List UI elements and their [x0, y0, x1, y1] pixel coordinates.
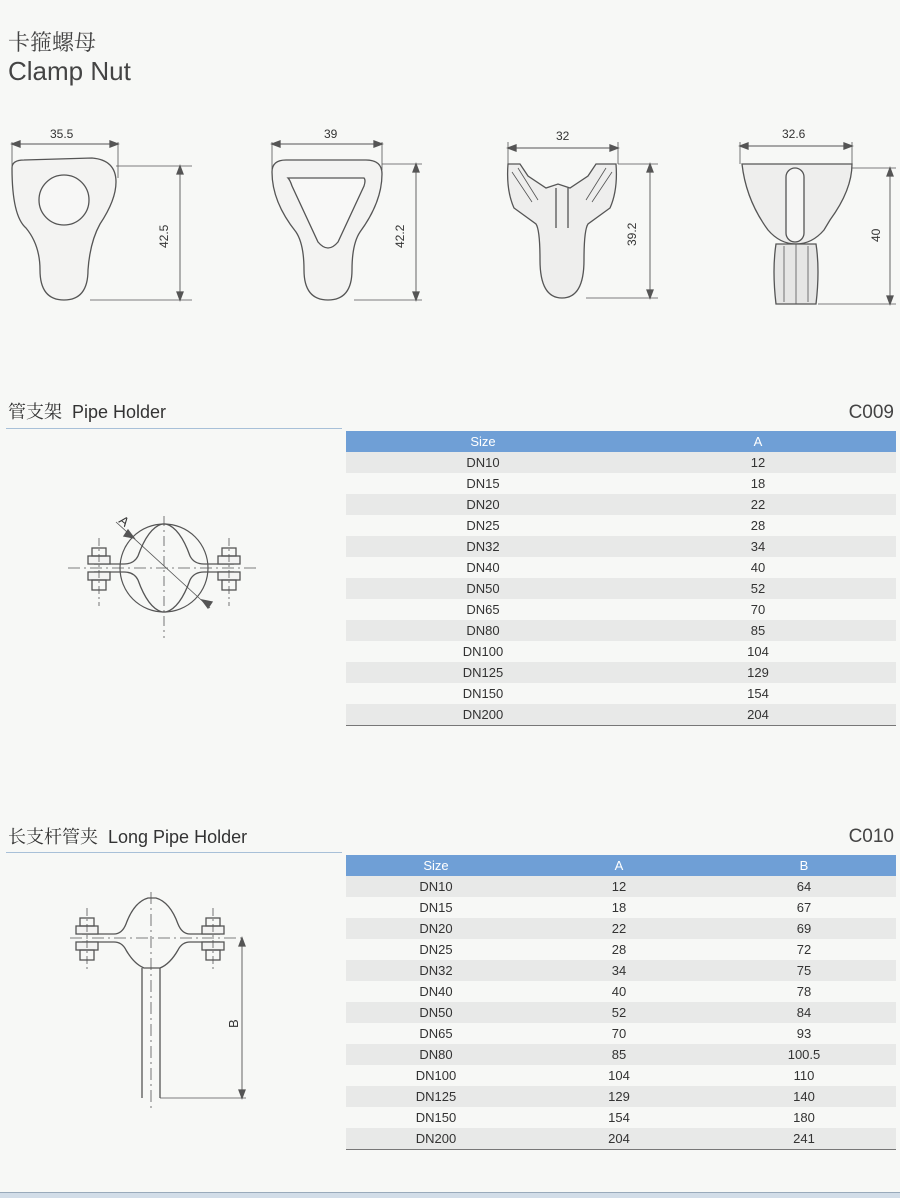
table-cell: 129: [608, 1089, 630, 1104]
table-cell: DN200: [462, 707, 504, 722]
table-cell: 93: [796, 1026, 812, 1041]
pipe-holder-divider: [6, 428, 342, 429]
table-cell: DN150: [415, 1110, 457, 1125]
table-cell: 22: [750, 497, 766, 512]
table-cell: DN10: [419, 879, 453, 894]
table-row: [346, 897, 896, 918]
table-row: [346, 620, 896, 641]
table-cell: DN25: [466, 518, 500, 533]
table-cell: 70: [750, 602, 766, 617]
long-pipe-holder-table-body: [346, 876, 896, 1150]
table-cell: DN65: [419, 1026, 453, 1041]
table-row: [346, 1044, 896, 1065]
table-cell: 154: [747, 686, 769, 701]
pipe-holder-label-a: A: [116, 512, 133, 530]
long-pipe-holder-divider: [6, 852, 342, 853]
table-cell: 69: [796, 921, 812, 936]
table-row: [346, 1065, 896, 1086]
table-cell: 34: [611, 963, 627, 978]
pipe-holder-code: C009: [848, 402, 894, 423]
table-cell: 22: [611, 921, 627, 936]
table-cell: DN200: [415, 1131, 457, 1146]
pipe-holder-heading: [8, 398, 166, 424]
pipe-holder-title-cn: 管支架: [8, 402, 62, 423]
table-row: [346, 1086, 896, 1107]
table-cell: 70: [611, 1026, 627, 1041]
table-row: [346, 557, 896, 578]
clamp-nut-figure-2: [262, 120, 432, 310]
table-cell: DN10: [466, 455, 500, 470]
table-cell: DN15: [466, 476, 500, 491]
pipe-holder-table-body: [346, 452, 896, 726]
table-row: [346, 918, 896, 939]
pipe-holder-table: [346, 431, 896, 726]
table-cell: 104: [608, 1068, 630, 1083]
table-row: [346, 704, 896, 725]
fig4-width-label: 32.6: [782, 127, 806, 141]
long-pipe-holder-title-en: Long Pipe Holder: [108, 827, 248, 847]
table-row: [346, 876, 896, 897]
table-cell: 110: [793, 1068, 815, 1083]
long-pipe-holder-table: [346, 855, 896, 1150]
fig3-height-label: 39.2: [625, 222, 639, 246]
table-cell: 85: [750, 623, 766, 638]
header-size: Size: [470, 434, 496, 449]
table-cell: 18: [611, 900, 627, 915]
table-row: [346, 1023, 896, 1044]
long-pipe-holder-diagram: [64, 888, 264, 1118]
table-row: [346, 981, 896, 1002]
table-cell: 67: [796, 900, 812, 915]
table-cell: DN100: [415, 1068, 457, 1083]
fig1-height-label: 42.5: [157, 224, 171, 248]
table-cell: 140: [793, 1089, 815, 1104]
pipe-holder-diagram: [64, 508, 264, 648]
table-cell: 18: [750, 476, 766, 491]
table-cell: DN80: [466, 623, 500, 638]
table-cell: DN100: [462, 644, 504, 659]
pipe-holder-table-header: [346, 431, 896, 452]
table-cell: 72: [796, 942, 812, 957]
header-b: B: [799, 858, 809, 873]
table-cell: DN15: [419, 900, 453, 915]
fig3-width-label: 32: [556, 129, 570, 143]
table-row: [346, 641, 896, 662]
table-row: [346, 452, 896, 473]
table-cell: 12: [750, 455, 766, 470]
table-row: [346, 578, 896, 599]
fig2-height-label: 42.2: [393, 224, 407, 248]
table-cell: 52: [611, 1005, 627, 1020]
page-footer-bar: [0, 1192, 900, 1198]
table-row: [346, 1002, 896, 1023]
table-cell: DN125: [415, 1089, 457, 1104]
table-cell: DN32: [466, 539, 500, 554]
table-cell: 64: [796, 879, 812, 894]
table-cell: DN80: [419, 1047, 453, 1062]
long-pipe-holder-label-b: B: [226, 1019, 241, 1028]
header-a: A: [753, 434, 763, 449]
table-cell: 85: [611, 1047, 627, 1062]
table-row: [346, 494, 896, 515]
fig4-height-label: 40: [869, 228, 883, 242]
table-cell: DN40: [466, 560, 500, 575]
table-row: [346, 683, 896, 704]
table-cell: 204: [608, 1131, 630, 1146]
page-title-cn: 卡箍螺母: [8, 31, 97, 56]
table-cell: 154: [608, 1110, 630, 1125]
table-cell: DN125: [462, 665, 504, 680]
table-cell: 28: [611, 942, 627, 957]
table-cell: 52: [750, 581, 766, 596]
table-cell: DN50: [419, 1005, 453, 1020]
table-cell: 40: [750, 560, 766, 575]
table-row: [346, 536, 896, 557]
table-row: [346, 662, 896, 683]
table-cell: 104: [747, 644, 769, 659]
fig2-width-label: 39: [324, 127, 338, 141]
table-row: [346, 1107, 896, 1128]
header-a: A: [614, 858, 624, 873]
table-cell: 84: [796, 1005, 812, 1020]
table-cell: DN65: [466, 602, 500, 617]
table-row: [346, 1128, 896, 1149]
table-cell: DN20: [466, 497, 500, 512]
long-pipe-holder-heading: [8, 823, 247, 849]
fig1-width-label: 35.5: [50, 127, 74, 141]
table-cell: 40: [611, 984, 627, 999]
table-cell: DN25: [419, 942, 453, 957]
page-title-en: Clamp Nut: [8, 56, 131, 86]
table-cell: 75: [796, 963, 812, 978]
clamp-nut-figure-1: [4, 120, 204, 310]
table-cell: DN150: [462, 686, 504, 701]
table-cell: 204: [747, 707, 769, 722]
table-cell: 180: [793, 1110, 815, 1125]
table-cell: 100.5: [787, 1047, 821, 1062]
long-pipe-holder-code: C010: [848, 826, 894, 847]
pipe-holder-title-en: Pipe Holder: [72, 402, 167, 422]
table-cell: DN50: [466, 581, 500, 596]
table-cell: 34: [750, 539, 766, 554]
table-cell: 78: [796, 984, 812, 999]
table-row: [346, 939, 896, 960]
table-cell: 12: [611, 879, 627, 894]
header-size: Size: [423, 858, 449, 873]
table-row: [346, 960, 896, 981]
clamp-nut-figure-4: [730, 120, 900, 310]
table-row: [346, 515, 896, 536]
table-row: [346, 473, 896, 494]
table-cell: 129: [747, 665, 769, 680]
table-cell: 241: [793, 1131, 815, 1146]
clamp-nut-figure-3: [498, 120, 668, 310]
table-cell: DN20: [419, 921, 453, 936]
long-pipe-holder-title-cn: 长支杆管夹: [8, 827, 98, 848]
long-pipe-holder-table-header: [346, 855, 896, 876]
table-cell: DN32: [419, 963, 453, 978]
table-cell: 28: [750, 518, 766, 533]
table-row: [346, 599, 896, 620]
table-cell: DN40: [419, 984, 453, 999]
